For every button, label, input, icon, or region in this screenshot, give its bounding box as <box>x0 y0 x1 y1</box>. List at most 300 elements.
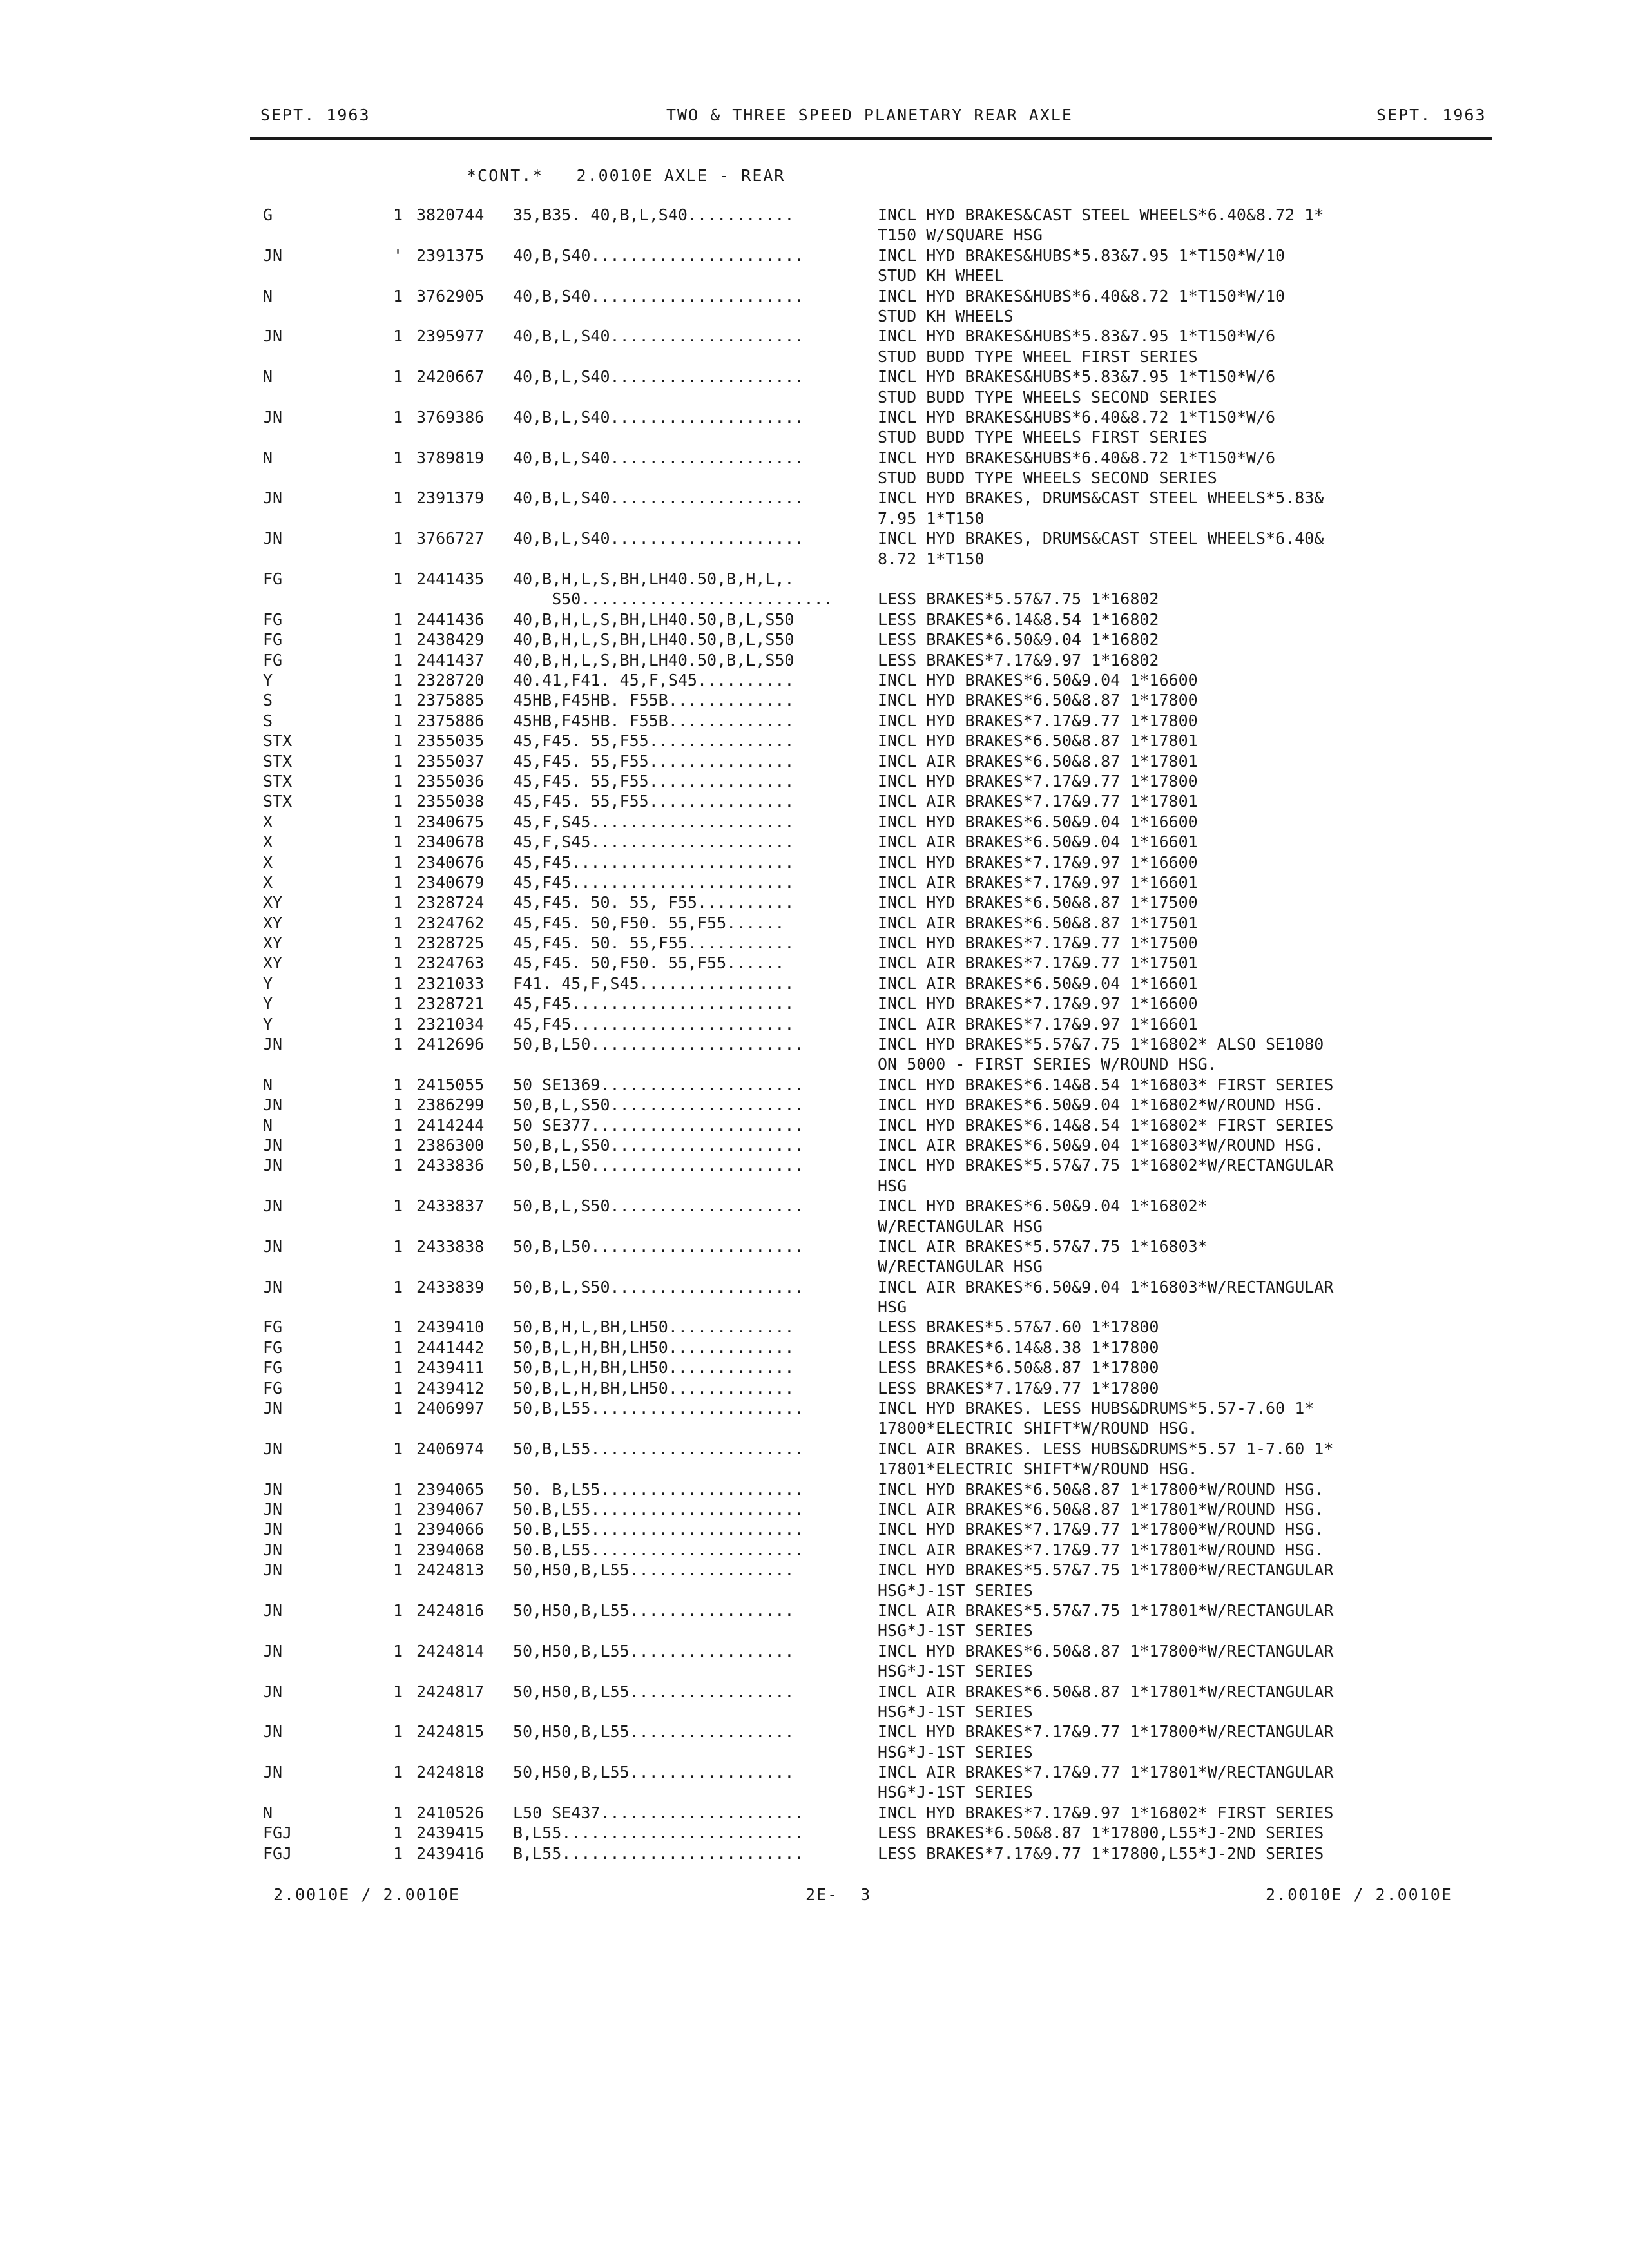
row-model: 50,B,L55...................... <box>513 1439 804 1458</box>
row-model: 50,H50,B,L55................. <box>513 1763 795 1782</box>
row-model: 45,F45. 55,F55............... <box>513 751 795 771</box>
row-qty: 1 <box>393 1196 403 1216</box>
table-row <box>0 1135 1629 1155</box>
row-desc: 17801*ELECTRIC SHIFT*W/ROUND HSG. <box>878 1459 1198 1479</box>
table-row <box>0 1398 1629 1418</box>
table-row <box>0 1216 1629 1236</box>
row-code: N <box>263 1115 273 1135</box>
row-desc: INCL AIR BRAKES*7.17&9.97 1*16601 <box>878 1014 1198 1033</box>
row-qty: 1 <box>393 691 403 710</box>
table-row <box>0 1641 1629 1661</box>
row-part: 2439416 <box>416 1843 485 1863</box>
row-desc: INCL AIR BRAKES*6.50&9.04 1*16601 <box>878 974 1198 993</box>
row-model: 50,H50,B,L55................. <box>513 1682 795 1701</box>
row-qty: 1 <box>393 1095 403 1115</box>
table-row <box>0 872 1629 892</box>
row-code: Y <box>263 1014 273 1033</box>
row-code: X <box>263 832 273 852</box>
table-row <box>0 953 1629 973</box>
row-code: S <box>263 691 273 710</box>
table-row <box>0 1236 1629 1256</box>
row-code: JN <box>263 1682 283 1701</box>
row-model: 50.B,L55...................... <box>513 1500 804 1519</box>
row-code: X <box>263 872 273 892</box>
row-desc: INCL HYD BRAKES*5.57&7.75 1*16802*W/RECTANGULAR <box>878 1156 1334 1175</box>
table-row <box>0 1014 1629 1034</box>
row-qty: 1 <box>393 1318 403 1337</box>
table-row <box>0 326 1629 346</box>
row-desc: INCL HYD BRAKES*7.17&9.97 1*16600 <box>878 852 1198 872</box>
row-code: FG <box>263 1318 283 1337</box>
table-row <box>0 933 1629 953</box>
row-model: 40,B,H,L,S,BH,LH40.50,B,L,S50 <box>513 630 795 649</box>
row-desc: INCL AIR BRAKES*7.17&9.77 1*17801*W/RECTANGULAR <box>878 1763 1334 1782</box>
row-model: 45,F45. 55,F55............... <box>513 731 795 751</box>
table-row <box>0 1560 1629 1580</box>
row-model: 45,F,S45..................... <box>513 812 795 831</box>
row-model: 35,B35. 40,B,L,S40........... <box>513 206 795 224</box>
row-code: JN <box>263 1763 283 1782</box>
row-qty: 1 <box>393 1763 403 1782</box>
row-part: 2324763 <box>416 954 485 973</box>
table-row <box>0 1742 1629 1762</box>
row-qty: 1 <box>393 327 403 346</box>
table-row <box>0 225 1629 245</box>
row-part: 2375886 <box>416 711 485 730</box>
row-qty: 1 <box>393 1358 403 1378</box>
table-row <box>0 1803 1629 1823</box>
table-row <box>0 448 1629 468</box>
row-model: 50,B,L,S50.................... <box>513 1095 804 1115</box>
table-row <box>0 1459 1629 1479</box>
row-desc: INCL HYD BRAKES*6.50&8.87 1*17800*W/RECTANGULAR <box>878 1641 1334 1660</box>
row-code: JN <box>263 1600 283 1620</box>
row-code: N <box>263 448 273 467</box>
row-qty: 1 <box>393 1439 403 1458</box>
row-desc: LESS BRAKES*7.17&9.97 1*16802 <box>878 650 1159 669</box>
row-part: 2328720 <box>416 670 485 689</box>
row-model: 50,B,L,S50.................... <box>513 1277 804 1296</box>
table-row <box>0 549 1629 569</box>
row-qty: 1 <box>393 570 403 589</box>
row-code: JN <box>263 1035 283 1054</box>
row-code: JN <box>263 327 283 346</box>
row-part: 3762905 <box>416 286 485 305</box>
row-part: 2340676 <box>416 852 485 872</box>
row-qty: 1 <box>393 711 403 730</box>
row-qty: 1 <box>393 954 403 973</box>
row-desc: INCL HYD BRAKES&HUBS*6.40&8.72 1*T150*W/6 <box>878 448 1276 467</box>
row-model: 40,B,S40...................... <box>513 245 804 265</box>
row-code: FGJ <box>263 1843 293 1863</box>
table-row <box>0 347 1629 367</box>
row-code: Y <box>263 994 273 1014</box>
row-desc: HSG*J-1ST SERIES <box>878 1621 1033 1640</box>
table-row <box>0 306 1629 326</box>
row-qty: 1 <box>393 1035 403 1054</box>
row-part: 2340675 <box>416 812 485 831</box>
row-qty: 1 <box>393 832 403 852</box>
table-row <box>0 468 1629 488</box>
row-part: 2394068 <box>416 1540 485 1559</box>
row-desc: INCL HYD BRAKES&HUBS*5.83&7.95 1*T150*W/6 <box>878 327 1276 346</box>
row-code: JN <box>263 245 283 265</box>
table-row <box>0 1075 1629 1095</box>
row-desc: INCL HYD BRAKES&HUBS*5.83&7.95 1*T150*W/10 <box>878 245 1286 265</box>
row-qty: 1 <box>393 286 403 305</box>
table-row <box>0 1034 1629 1054</box>
row-desc: INCL AIR BRAKES*7.17&9.77 1*17801 <box>878 792 1198 811</box>
row-part: 2395977 <box>416 327 485 346</box>
row-qty: 1 <box>393 1378 403 1398</box>
table-row <box>0 629 1629 649</box>
row-model: 40,B,L,S40.................... <box>513 448 804 467</box>
row-model: 45HB,F45HB. F55B............. <box>513 691 795 710</box>
row-qty: 1 <box>393 751 403 771</box>
row-code: XY <box>263 893 283 912</box>
row-code: N <box>263 367 273 387</box>
row-part: 2438429 <box>416 630 485 649</box>
row-part: 2391375 <box>416 245 485 265</box>
row-desc: INCL HYD BRAKES*6.50&8.87 1*17801 <box>878 731 1198 751</box>
row-desc: INCL HYD BRAKES*6.50&8.87 1*17800*W/ROUND HSG. <box>878 1479 1324 1499</box>
row-model: B,L55......................... <box>513 1823 804 1843</box>
row-code: JN <box>263 1479 283 1499</box>
row-part: 2355035 <box>416 731 485 751</box>
row-qty: 1 <box>393 1135 403 1155</box>
row-code: Y <box>263 974 273 993</box>
row-qty: 1 <box>393 448 403 467</box>
row-desc: INCL HYD BRAKES*5.57&7.75 1*16802* ALSO SE1080 <box>878 1035 1324 1054</box>
row-part: 2355036 <box>416 771 485 791</box>
row-qty: 1 <box>393 1803 403 1822</box>
row-code: JN <box>263 1641 283 1660</box>
row-part: 2439415 <box>416 1823 485 1843</box>
row-desc: LESS BRAKES*7.17&9.77 1*17800,L55*J-2ND SERIES <box>878 1843 1324 1863</box>
table-row <box>0 1418 1629 1438</box>
row-model: 50,B,L,S50.................... <box>513 1196 804 1216</box>
row-qty: 1 <box>393 934 403 953</box>
row-model: 50,B,L50...................... <box>513 1236 804 1256</box>
row-part: 2439411 <box>416 1358 485 1378</box>
row-model: 50.B,L55...................... <box>513 1540 804 1559</box>
row-model: 45,F,S45..................... <box>513 832 795 852</box>
row-desc: STUD BUDD TYPE WHEELS FIRST SERIES <box>878 428 1208 447</box>
table-row <box>0 690 1629 710</box>
row-part: 2420667 <box>416 367 485 387</box>
row-desc: INCL AIR BRAKES*5.57&7.75 1*17801*W/RECTANGULAR <box>878 1600 1334 1620</box>
row-model: 50,B,L,H,BH,LH50............. <box>513 1358 795 1378</box>
row-model: 45HB,F45HB. F55B............. <box>513 711 795 730</box>
row-code: JN <box>263 1500 283 1519</box>
parts-list <box>0 205 1629 1863</box>
row-model: 40,B,H,L,S,BH,LH40.50,B,L,S50 <box>513 650 795 669</box>
row-part: 3769386 <box>416 407 485 427</box>
row-desc: INCL AIR BRAKES*7.17&9.77 1*17501 <box>878 954 1198 973</box>
row-part: 2424818 <box>416 1763 485 1782</box>
row-model: 40.41,F41. 45,F,S45.......... <box>513 670 795 689</box>
row-part: 2433837 <box>416 1196 485 1216</box>
footer-right: 2.0010E / 2.0010E <box>1266 1885 1452 1904</box>
row-part: 2439410 <box>416 1318 485 1337</box>
row-desc: INCL AIR BRAKES*6.50&8.87 1*17501 <box>878 913 1198 932</box>
row-desc: INCL HYD BRAKES*7.17&9.77 1*17800*W/RECTANGULAR <box>878 1722 1334 1742</box>
row-part: 2340679 <box>416 872 485 892</box>
row-part: 2328721 <box>416 994 485 1014</box>
row-model: 50. B,L55..................... <box>513 1479 804 1499</box>
row-qty: 1 <box>393 1075 403 1094</box>
row-desc: INCL HYD BRAKES&HUBS*6.40&8.72 1*T150*W/10 <box>878 286 1286 305</box>
row-desc: STUD BUDD TYPE WHEELS SECOND SERIES <box>878 468 1217 488</box>
row-code: FGJ <box>263 1823 293 1843</box>
table-row <box>0 1439 1629 1459</box>
row-part: 3789819 <box>416 448 485 467</box>
row-code: Y <box>263 670 273 689</box>
section-title: *CONT.* 2.0010E AXLE - REAR <box>467 166 786 185</box>
row-desc: HSG*J-1ST SERIES <box>878 1742 1033 1762</box>
row-code: JN <box>263 1236 283 1256</box>
row-desc: LESS BRAKES*6.50&9.04 1*16802 <box>878 630 1159 649</box>
row-code: FG <box>263 630 283 649</box>
row-code: FG <box>263 1378 283 1398</box>
header-rule <box>250 137 1492 140</box>
row-qty: ' <box>393 245 403 265</box>
row-part: 2424815 <box>416 1722 485 1742</box>
row-desc: INCL HYD BRAKES*7.17&9.97 1*16802* FIRST SERIES <box>878 1803 1334 1822</box>
table-row <box>0 670 1629 690</box>
row-desc: INCL HYD BRAKES&HUBS*5.83&7.95 1*T150*W/6 <box>878 367 1276 387</box>
row-code: JN <box>263 1399 283 1418</box>
row-code: STX <box>263 731 293 751</box>
table-row <box>0 974 1629 994</box>
row-desc: INCL HYD BRAKES*6.14&8.54 1*16803* FIRST SERIES <box>878 1075 1334 1094</box>
row-part: 2406974 <box>416 1439 485 1458</box>
row-model: 40,B,L,S40.................... <box>513 529 804 548</box>
row-part: 2424814 <box>416 1641 485 1660</box>
row-part: 2355038 <box>416 792 485 811</box>
row-qty: 1 <box>393 913 403 932</box>
row-part: 2406997 <box>416 1399 485 1418</box>
row-desc: INCL AIR BRAKES*7.17&9.97 1*16601 <box>878 872 1198 892</box>
row-part: 2394066 <box>416 1520 485 1539</box>
table-row <box>0 1176 1629 1196</box>
table-row <box>0 751 1629 771</box>
row-model: 50,B,L50...................... <box>513 1156 804 1175</box>
row-part: 2375885 <box>416 691 485 710</box>
row-model: 50,H50,B,L55................. <box>513 1600 795 1620</box>
row-desc: INCL HYD BRAKES*6.50&9.04 1*16802* <box>878 1196 1208 1216</box>
table-row <box>0 1581 1629 1600</box>
table-row <box>0 731 1629 751</box>
row-desc: INCL AIR BRAKES*6.50&8.87 1*17801 <box>878 751 1198 771</box>
table-row <box>0 1338 1629 1358</box>
row-qty: 1 <box>393 670 403 689</box>
row-code: STX <box>263 792 293 811</box>
table-row <box>0 892 1629 912</box>
row-model: 40,B,H,L,S,BH,LH40.50,B,L,S50 <box>513 610 795 629</box>
row-model: S50.......................... <box>513 590 833 609</box>
row-qty: 1 <box>393 1156 403 1175</box>
table-row <box>0 1297 1629 1317</box>
row-desc: INCL HYD BRAKES*5.57&7.75 1*17800*W/RECTANGULAR <box>878 1561 1334 1580</box>
row-code: JN <box>263 1722 283 1742</box>
row-desc: STUD BUDD TYPE WHEEL FIRST SERIES <box>878 347 1198 366</box>
row-code: XY <box>263 934 283 953</box>
row-qty: 1 <box>393 1722 403 1742</box>
row-part: 2321033 <box>416 974 485 993</box>
table-row <box>0 205 1629 225</box>
row-part: 2433838 <box>416 1236 485 1256</box>
row-desc: INCL HYD BRAKES, DRUMS&CAST STEEL WHEELS*6.40& <box>878 529 1324 548</box>
row-desc: INCL AIR BRAKES*7.17&9.77 1*17801*W/ROUND HSG. <box>878 1540 1324 1559</box>
row-model: 45,F45. 50,F50. 55,F55...... <box>513 954 785 973</box>
row-desc: INCL HYD BRAKES*6.14&8.54 1*16802* FIRST SERIES <box>878 1115 1334 1135</box>
row-model: 45,F45....................... <box>513 1014 795 1033</box>
table-row <box>0 1196 1629 1216</box>
row-code: X <box>263 812 273 831</box>
row-model: 50,H50,B,L55................. <box>513 1641 795 1660</box>
row-desc: STUD KH WHEEL <box>878 266 1004 285</box>
row-qty: 1 <box>393 1236 403 1256</box>
row-qty: 1 <box>393 1823 403 1843</box>
row-code: N <box>263 286 273 305</box>
row-part: 2391379 <box>416 488 485 508</box>
table-row <box>0 1378 1629 1398</box>
row-code: G <box>263 206 273 224</box>
row-code: X <box>263 852 273 872</box>
table-row <box>0 1095 1629 1115</box>
row-model: 50 SE377...................... <box>513 1115 804 1135</box>
row-desc: 7.95 1*T150 <box>878 508 985 528</box>
row-code: JN <box>263 407 283 427</box>
table-row <box>0 1499 1629 1519</box>
row-model: 50,B,H,L,BH,LH50............. <box>513 1318 795 1337</box>
row-part: 2441435 <box>416 570 485 589</box>
row-model: 50,B,L,S50.................... <box>513 1135 804 1155</box>
header-left-date: SEPT. 1963 <box>260 106 371 124</box>
table-row <box>0 1782 1629 1802</box>
table-row <box>0 569 1629 589</box>
table-row <box>0 832 1629 852</box>
row-code: XY <box>263 913 283 932</box>
row-desc: HSG*J-1ST SERIES <box>878 1702 1033 1721</box>
table-row <box>0 387 1629 407</box>
row-desc: INCL HYD BRAKES&CAST STEEL WHEELS*6.40&8.72 1* <box>878 206 1324 224</box>
row-model: 50 SE1369..................... <box>513 1075 804 1094</box>
row-desc: INCL HYD BRAKES. LESS HUBS&DRUMS*5.57-7.60 1* <box>878 1399 1315 1418</box>
row-qty: 1 <box>393 1399 403 1418</box>
row-code: FG <box>263 610 283 629</box>
row-code: N <box>263 1075 273 1094</box>
row-qty: 1 <box>393 1843 403 1863</box>
row-model: 50.B,L55...................... <box>513 1520 804 1539</box>
row-qty: 1 <box>393 488 403 508</box>
table-row <box>0 791 1629 811</box>
header-title: TWO & THREE SPEED PLANETARY REAR AXLE <box>666 106 1073 124</box>
row-qty: 1 <box>393 1561 403 1580</box>
row-desc: INCL AIR BRAKES. LESS HUBS&DRUMS*5.57 1-7.60 1* <box>878 1439 1334 1458</box>
row-qty: 1 <box>393 893 403 912</box>
row-model: L50 SE437..................... <box>513 1803 804 1822</box>
row-model: 50,H50,B,L55................. <box>513 1561 795 1580</box>
table-row <box>0 1540 1629 1560</box>
row-qty: 1 <box>393 812 403 831</box>
row-code: STX <box>263 771 293 791</box>
table-row <box>0 913 1629 933</box>
row-desc: W/RECTANGULAR HSG <box>878 1257 1043 1276</box>
row-desc: HSG*J-1ST SERIES <box>878 1783 1033 1802</box>
row-desc: 8.72 1*T150 <box>878 549 985 568</box>
table-row <box>0 650 1629 670</box>
row-part: 2424813 <box>416 1561 485 1580</box>
row-part: 2324762 <box>416 913 485 932</box>
row-qty: 1 <box>393 852 403 872</box>
row-desc: INCL HYD BRAKES*6.50&9.04 1*16600 <box>878 812 1198 831</box>
row-qty: 1 <box>393 1641 403 1660</box>
row-code: N <box>263 1803 273 1822</box>
row-model: 45,F45....................... <box>513 852 795 872</box>
row-desc: INCL HYD BRAKES*6.50&8.87 1*17500 <box>878 893 1198 912</box>
table-row <box>0 1843 1629 1863</box>
row-desc: HSG <box>878 1176 907 1195</box>
row-code: JN <box>263 1520 283 1539</box>
row-qty: 1 <box>393 994 403 1014</box>
row-code: JN <box>263 1135 283 1155</box>
row-qty: 1 <box>393 367 403 387</box>
row-part: 2424817 <box>416 1682 485 1701</box>
row-model: 45,F45. 50. 55, F55.......... <box>513 893 795 912</box>
table-row <box>0 1317 1629 1337</box>
row-desc: INCL HYD BRAKES*7.17&9.77 1*17500 <box>878 934 1198 953</box>
row-model: 40,B,H,L,S,BH,LH40.50,B,H,L,. <box>513 570 795 589</box>
row-desc: INCL AIR BRAKES*6.50&8.87 1*17801*W/ROUND HSG. <box>878 1500 1324 1519</box>
row-desc: LESS BRAKES*6.14&8.54 1*16802 <box>878 610 1159 629</box>
row-part: 2414244 <box>416 1115 485 1135</box>
row-desc: INCL HYD BRAKES*7.17&9.77 1*17800*W/ROUND HSG. <box>878 1520 1324 1539</box>
row-code: JN <box>263 488 283 508</box>
table-row <box>0 367 1629 387</box>
row-model: 40,B,L,S40.................... <box>513 488 804 508</box>
row-desc: HSG*J-1ST SERIES <box>878 1581 1033 1600</box>
row-qty: 1 <box>393 529 403 548</box>
row-model: 45,F45. 50. 55,F55........... <box>513 934 795 953</box>
row-part: 2386299 <box>416 1095 485 1115</box>
table-row <box>0 488 1629 508</box>
table-row <box>0 1054 1629 1074</box>
row-desc: ON 5000 - FIRST SERIES W/ROUND HSG. <box>878 1055 1217 1074</box>
row-qty: 1 <box>393 206 403 224</box>
footer-page-number: 2E- 3 <box>805 1885 872 1904</box>
row-qty: 1 <box>393 1682 403 1701</box>
row-qty: 1 <box>393 1600 403 1620</box>
row-desc: INCL HYD BRAKES&HUBS*6.40&8.72 1*T150*W/6 <box>878 407 1276 427</box>
table-row <box>0 286 1629 306</box>
row-model: 40,B,L,S40.................... <box>513 407 804 427</box>
row-desc: W/RECTANGULAR HSG <box>878 1216 1043 1236</box>
row-qty: 1 <box>393 1520 403 1539</box>
table-row <box>0 1722 1629 1742</box>
row-part: 2441436 <box>416 610 485 629</box>
row-model: F41. 45,F,S45................ <box>513 974 795 993</box>
table-row <box>0 610 1629 629</box>
row-desc: LESS BRAKES*6.50&8.87 1*17800 <box>878 1358 1159 1378</box>
row-model: 40,B,S40...................... <box>513 286 804 305</box>
row-desc: LESS BRAKES*6.14&8.38 1*17800 <box>878 1338 1159 1357</box>
row-code: JN <box>263 1439 283 1458</box>
row-qty: 1 <box>393 407 403 427</box>
row-part: 2433836 <box>416 1156 485 1175</box>
row-desc: STUD BUDD TYPE WHEELS SECOND SERIES <box>878 387 1217 407</box>
